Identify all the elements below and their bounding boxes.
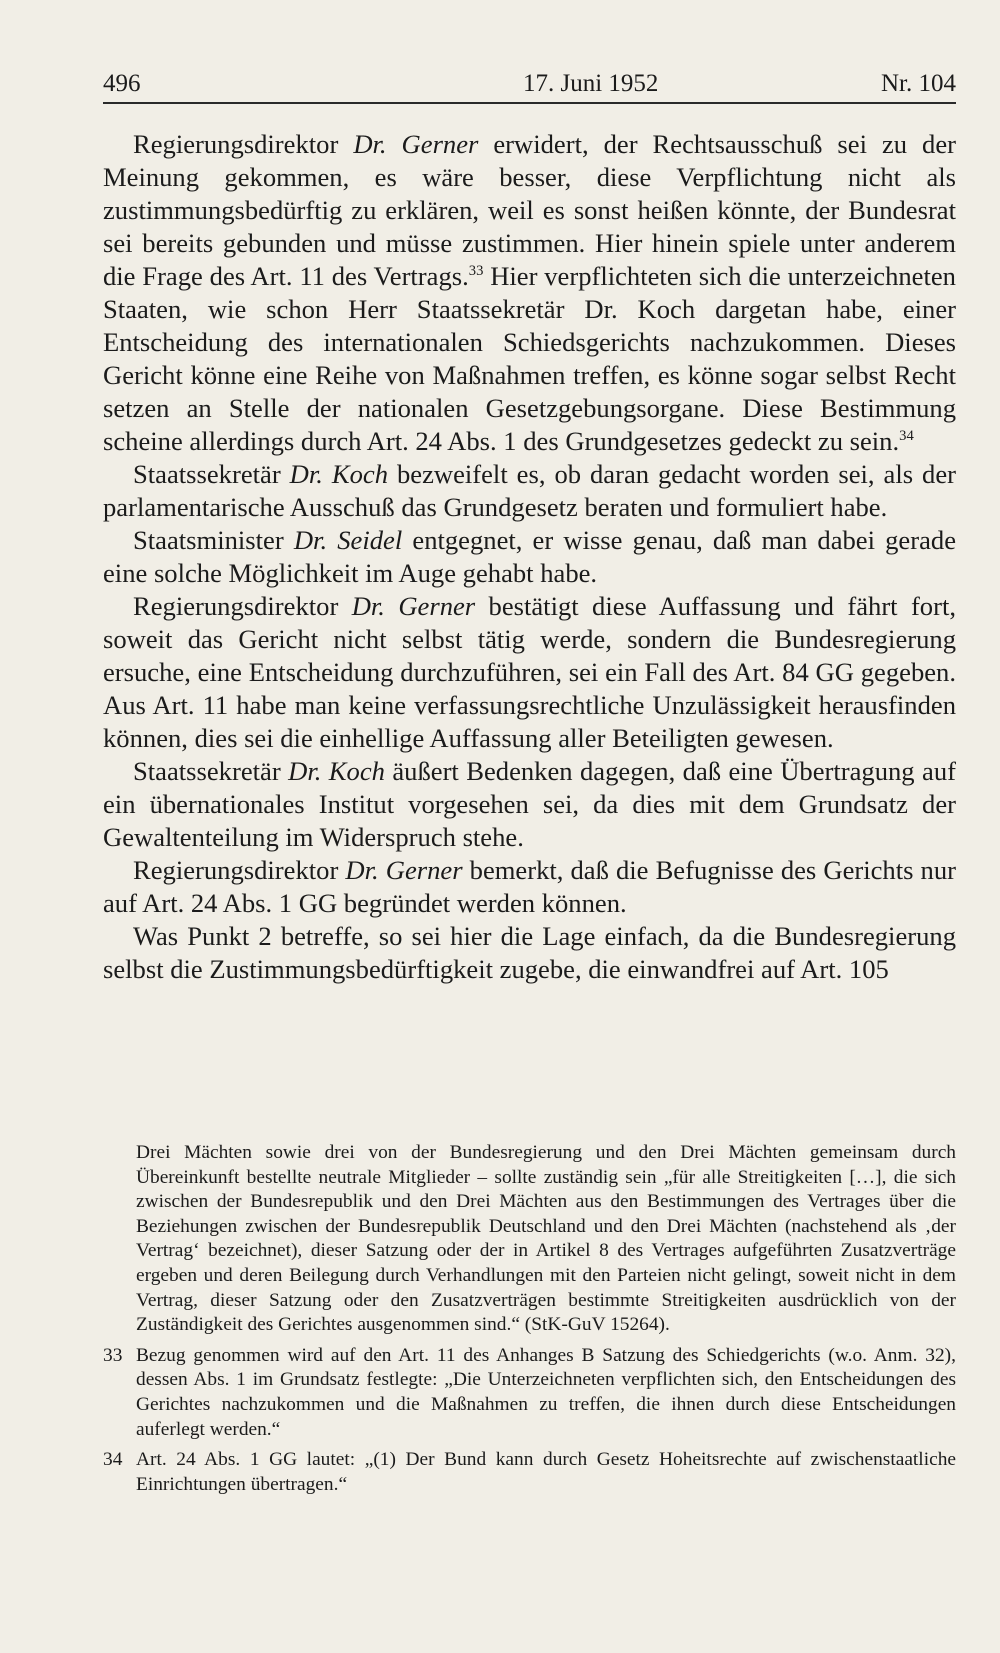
- issue-number: Nr. 104: [881, 70, 956, 97]
- paragraph-text: bemerkt, daß die Befugnisse des Gerichts nur auf Art. 24 Abs. 1 GG begründet werden können.: [103, 855, 956, 918]
- paragraph-text: Hier verpflichteten sich die unterzeichneten Staaten, wie schon Herr Staatssekretär Dr. Koch dargetan habe, einer Entscheidung des internationalen Schiedsgerichts nachzukommen. Dieses Gericht könne eine Reihe von Maßnahmen treffen, es könne sogar selbst Recht setzen an Stelle der nationalen Gesetzgebungsorgane. Diese Bestimmung scheine allerdings durch Art. 24 Abs. 1 des Grundgesetzes gedeckt zu sein.: [103, 261, 956, 456]
- footnotes: [103, 1141, 956, 1503]
- footnote-text: Bezug genommen wird auf den Art. 11 des Anhanges B Satzung des Schiedgerichts (w.o. Anm. 32), dessen Abs. 1 im Grundsatz festlegte: „Die Unterzeichneten verpflichten sich, den Entscheidungen des Gerichtes nachzukommen und die Maßnahmen zu treffen, die ihnen durch diese Entscheidungen auferlegt werden.“: [136, 1344, 956, 1440]
- footnote-text: Art. 24 Abs. 1 GG lautet: „(1) Der Bund kann durch Gesetz Hoheitsrechte auf zwischenstaatliche Einrichtungen übertragen.“: [136, 1449, 956, 1495]
- footnote-number: 33: [103, 1344, 123, 1366]
- footnote-number: 34: [103, 1449, 123, 1471]
- paragraph-text: äußert Bedenken dagegen, daß eine Übertragung auf ein übernationales Institut vorgesehen sei, da dies mit dem Grundsatz der Gewaltenteilung im Widerspruch stehe.: [103, 756, 956, 852]
- paragraph-text: Regierungsdirektor: [133, 129, 354, 159]
- paragraph: [103, 128, 956, 458]
- speaker-name: Dr. Gerner: [351, 591, 476, 621]
- paragraph-text: Regierungsdirektor: [133, 591, 352, 621]
- page-header: [103, 66, 956, 104]
- footnote: [103, 1448, 956, 1497]
- speaker-name: Dr. Gerner: [353, 129, 479, 159]
- header-date: 17. Juni 1952: [523, 70, 659, 97]
- footnote-ref: 34: [899, 428, 914, 445]
- paragraph-text: entgegnet, er wisse genau, daß man dabei gerade eine solche Möglichkeit im Auge gehabt habe.: [103, 525, 956, 588]
- paragraph: [103, 458, 956, 524]
- paragraph-text: erwidert, der Rechtsausschuß sei zu der Meinung gekommen, es wäre besser, diese Verpflichtung nicht als zustimmungsbedürftig zu erklären, weil es sonst heißen könnte, der Bundesrat sei bereits gebunden und müsse zustimmen. Hier hinein spiele unter anderem die Frage des Art. 11 des Vertrags.: [103, 129, 956, 291]
- paragraph: [103, 524, 956, 590]
- footnote: [103, 1344, 956, 1442]
- page-number: 496: [103, 70, 141, 97]
- paragraph: [103, 755, 956, 854]
- speaker-name: Dr. Koch: [289, 459, 389, 489]
- main-text: [103, 128, 956, 986]
- paragraph: [103, 590, 956, 755]
- paragraph-text: Regierungsdirektor: [133, 855, 346, 885]
- paragraph-text: Staatssekretär: [133, 756, 289, 786]
- paragraph-text: bezweifelt es, ob daran gedacht worden sei, als der parlamentarische Ausschuß das Grundgesetz beraten und formuliert habe.: [103, 459, 956, 522]
- paragraph-text: bestätigt diese Auffassung und fährt fort, soweit das Gericht nicht selbst tätig werde, sondern die Bundesregierung ersuche, eine Entscheidung durchzuführen, sei ein Fall des Art. 84 GG gegeben. Aus Art. 11 habe man keine verfassungsrechtliche Unzulässigkeit herausfinden können, dies sei die einhellige Auffassung aller Beteiligten gewesen.: [103, 591, 956, 753]
- speaker-name: Dr. Gerner: [345, 855, 463, 885]
- footnote-continuation: Drei Mächten sowie drei von der Bundesregierung und den Drei Mächten gemeinsam durch Übereinkunft bestellte neutrale Mitglieder – sollte zuständig sein „für alle Streitigkeiten […], die sich zwischen der Bundesrepublik und den Drei Mächten aus den Bestimmungen des Vertrages über die Beziehungen zwischen der Bundesrepublik Deutschland und den Drei Mächten (nachstehend als ‚der Vertrag‘ bezeichnet), dieser Satzung oder der in Artikel 8 des Vertrages aufgeführten Zusatzverträge ergeben und deren Beilegung durch Verhandlungen mit den Parteien nicht gelingt, soweit nicht in dem Vertrag, dieser Satzung oder den Zusatzverträgen bestimmte Streitigkeiten ausdrücklich von der Zuständigkeit des Gerichtes ausgenommen sind.“ (StK-GuV 15264).: [136, 1142, 956, 1336]
- paragraph: [103, 854, 956, 920]
- speaker-name: Dr. Koch: [288, 756, 385, 786]
- paragraph-text: Was Punkt 2 betreffe, so sei hier die Lage einfach, da die Bundesregierung selbst die Zustimmungsbedürftigkeit zugebe, die einwandfrei auf Art. 105: [103, 921, 956, 984]
- paragraph-text: Staatsminister: [133, 525, 294, 555]
- paragraph: [103, 920, 956, 986]
- speaker-name: Dr. Seidel: [293, 525, 403, 555]
- paragraph-text: Staatssekretär: [133, 459, 290, 489]
- footnote-ref: 33: [468, 263, 484, 280]
